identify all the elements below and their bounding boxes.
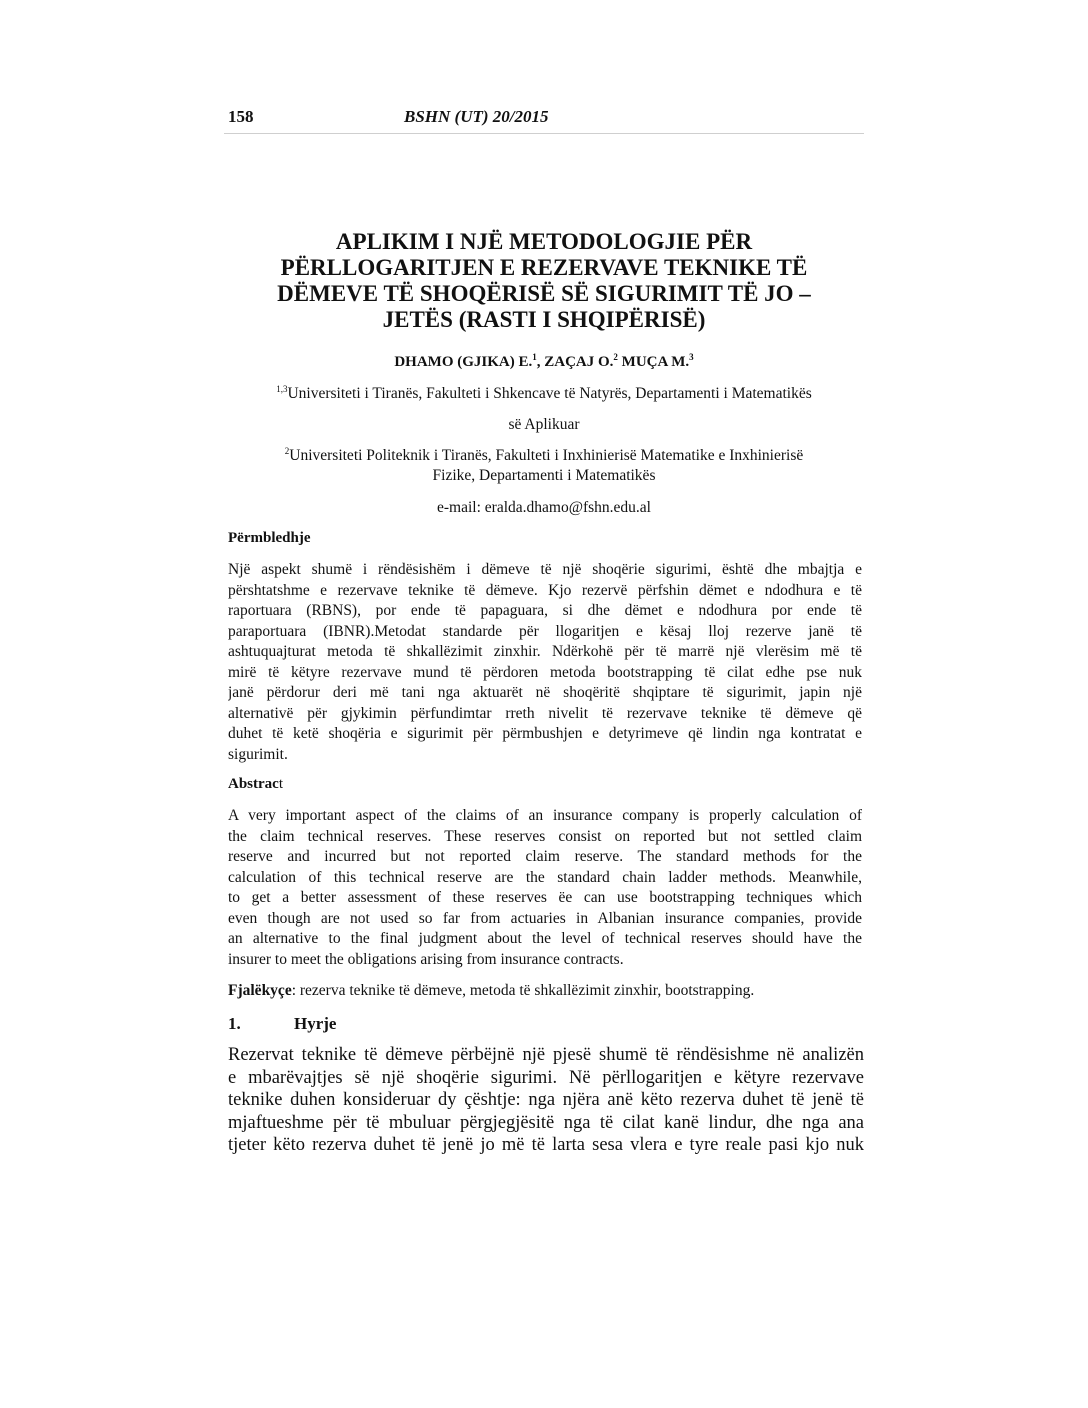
author-sup: 3 bbox=[689, 352, 694, 362]
text-line: mirë të këtyre rezervave mund të përdoren metoda bootstrapping të cilat edhe pse nuk bbox=[228, 663, 862, 681]
text-line: calculation of this technical reserve are the standard chain ladder methods. Meanwhile, bbox=[228, 868, 862, 886]
affiliation-text: Universiteti Politeknik i Tiranës, Fakulteti i Inxhinierisë Matematike e Inxhinierisë bbox=[289, 447, 804, 464]
text-line: Një aspekt shumë i rëndësishëm i dëmeve të një shoqërie sigurimi, është dhe mbajtja e bbox=[228, 561, 862, 578]
text-line: even though are not used so far from actuaries in Albanian insurance companies, provide bbox=[228, 909, 862, 927]
text-line: tjeter këto rezerva duhet të jenë jo më të larta sesa vlera e tyre reale pasi kjo nuk bbox=[228, 1135, 864, 1155]
running-header bbox=[224, 107, 864, 134]
text-line: A very important aspect of the claims of an insurance company is properly calculation of bbox=[228, 807, 862, 824]
affiliation-text: Universiteti i Tiranës, Fakulteti i Shkencave të Natyrës, Departamenti i Matematikës bbox=[287, 385, 812, 402]
keywords bbox=[228, 982, 754, 1000]
title-line: PËRLLOGARITJEN E REZERVAVE TEKNIKE TË bbox=[280, 255, 808, 280]
title-line: JETËS (RASTI I SHQIPËRISË) bbox=[382, 307, 706, 332]
author-sup: 1 bbox=[532, 352, 537, 362]
summary-paragraph bbox=[228, 560, 862, 765]
affiliation-sup: 1,3 bbox=[276, 383, 288, 394]
text-line: ashtuquajturat metoda të shkallëzimit zinxhir. Ndërkohë për të marrë një vlerësim më të bbox=[228, 643, 862, 660]
text-line: janë përdorur deri më tani nga aktuarët në shoqëritë shqiptare të sigurimit, japin një bbox=[228, 684, 862, 701]
text-line: duhet të ketë shoqëria e sigurimit për përmbushjen e detyrimeve që lindin nga kontratat e bbox=[228, 725, 862, 742]
abstract-heading bbox=[228, 776, 283, 793]
email: e-mail: eralda.dhamo@fshn.edu.al bbox=[437, 499, 651, 516]
text-line: sigurimit. bbox=[228, 745, 288, 763]
title-line: DËMEVE TË SHOQËRISË SË SIGURIMIT TË JO – bbox=[277, 281, 811, 306]
affiliation-1 bbox=[224, 384, 864, 404]
author-list bbox=[224, 354, 864, 371]
affiliation-1-cont: së Aplikuar bbox=[508, 416, 580, 433]
abstract-heading-rest: t bbox=[278, 776, 283, 792]
text-line: insurer to meet the obligations arising from insurance contracts. bbox=[228, 950, 624, 968]
summary-heading: Përmbledhje bbox=[228, 530, 311, 546]
keywords-label: Fjalëkyçe bbox=[228, 982, 292, 999]
keywords-text: : rezerva teknike të dëmeve, metoda të shkallëzimit zinxhir, bootstrapping. bbox=[291, 982, 755, 999]
text-line: përshtatshme e rezervave teknike të dëmeve. Kjo rezervë përfshin dëmet e ndodhura e të bbox=[228, 581, 862, 599]
page-number: 158 bbox=[228, 107, 254, 126]
author-sup: 2 bbox=[613, 352, 618, 362]
text-line: teknike duhen konsideruar dy çështje: nga njëra anë këto rezerva duhet të jenë të bbox=[228, 1090, 864, 1110]
abstract-heading-bold: Abstrac bbox=[228, 776, 279, 792]
text-line: e mbarëvajtjes së një shoqërie sigurimi. Në përllogaritjen e këtyre rezervave bbox=[228, 1067, 864, 1088]
text-line: alternativë për gjykimin përfundimtar rreth nivelit të rezervave teknike të dëmeve që bbox=[228, 704, 862, 722]
text-line: mjaftueshme për të mbuluar përgjegjësitë nga të cilat kanë lindur, dhe nga ana bbox=[228, 1112, 864, 1133]
title-line: APLIKIM I NJË METODOLOGJIE PËR bbox=[335, 229, 753, 254]
text-line: an alternative to the final judgment about the level of technical reserves should have the bbox=[228, 930, 862, 947]
section-title: Hyrje bbox=[294, 1014, 337, 1033]
text-line: the claim technical reserves. These reserves consist on reported but not settled claim bbox=[228, 827, 862, 845]
section-number: 1. bbox=[228, 1014, 241, 1033]
section-body bbox=[228, 1044, 864, 1157]
text-line: to get a better assessment of these reserves ëe can use bootstrapping techniques which bbox=[228, 889, 862, 906]
section-heading bbox=[228, 1014, 336, 1034]
affiliation-sup: 2 bbox=[284, 445, 290, 456]
author-name: , ZAÇAJ O. bbox=[536, 354, 614, 370]
text-line: raportuara (RBNS), por ende të papaguara, si dhe dëmet e ndodhura por ende të bbox=[228, 602, 862, 619]
abstract-paragraph bbox=[228, 806, 862, 970]
affiliation-text: Fizike, Departamenti i Matematikës bbox=[432, 467, 656, 484]
text-line: paraportuara (IBNR).Metodat standarde për llogaritjen e kësaj lloj rezerve janë të bbox=[228, 622, 862, 640]
paper-title bbox=[224, 229, 864, 333]
text-line: reserve and incurred but not reported claim reserve. The standard methods for the bbox=[228, 848, 862, 865]
journal-title: BSHN (UT) 20/2015 bbox=[404, 107, 549, 126]
author-name: MUÇA M. bbox=[617, 354, 690, 370]
text-line: Rezervat teknike të dëmeve përbëjnë një pjesë shumë të rëndësishme në analizën bbox=[228, 1045, 864, 1065]
author-name: DHAMO (GJIKA) E. bbox=[394, 354, 533, 370]
affiliation-2 bbox=[224, 446, 864, 486]
